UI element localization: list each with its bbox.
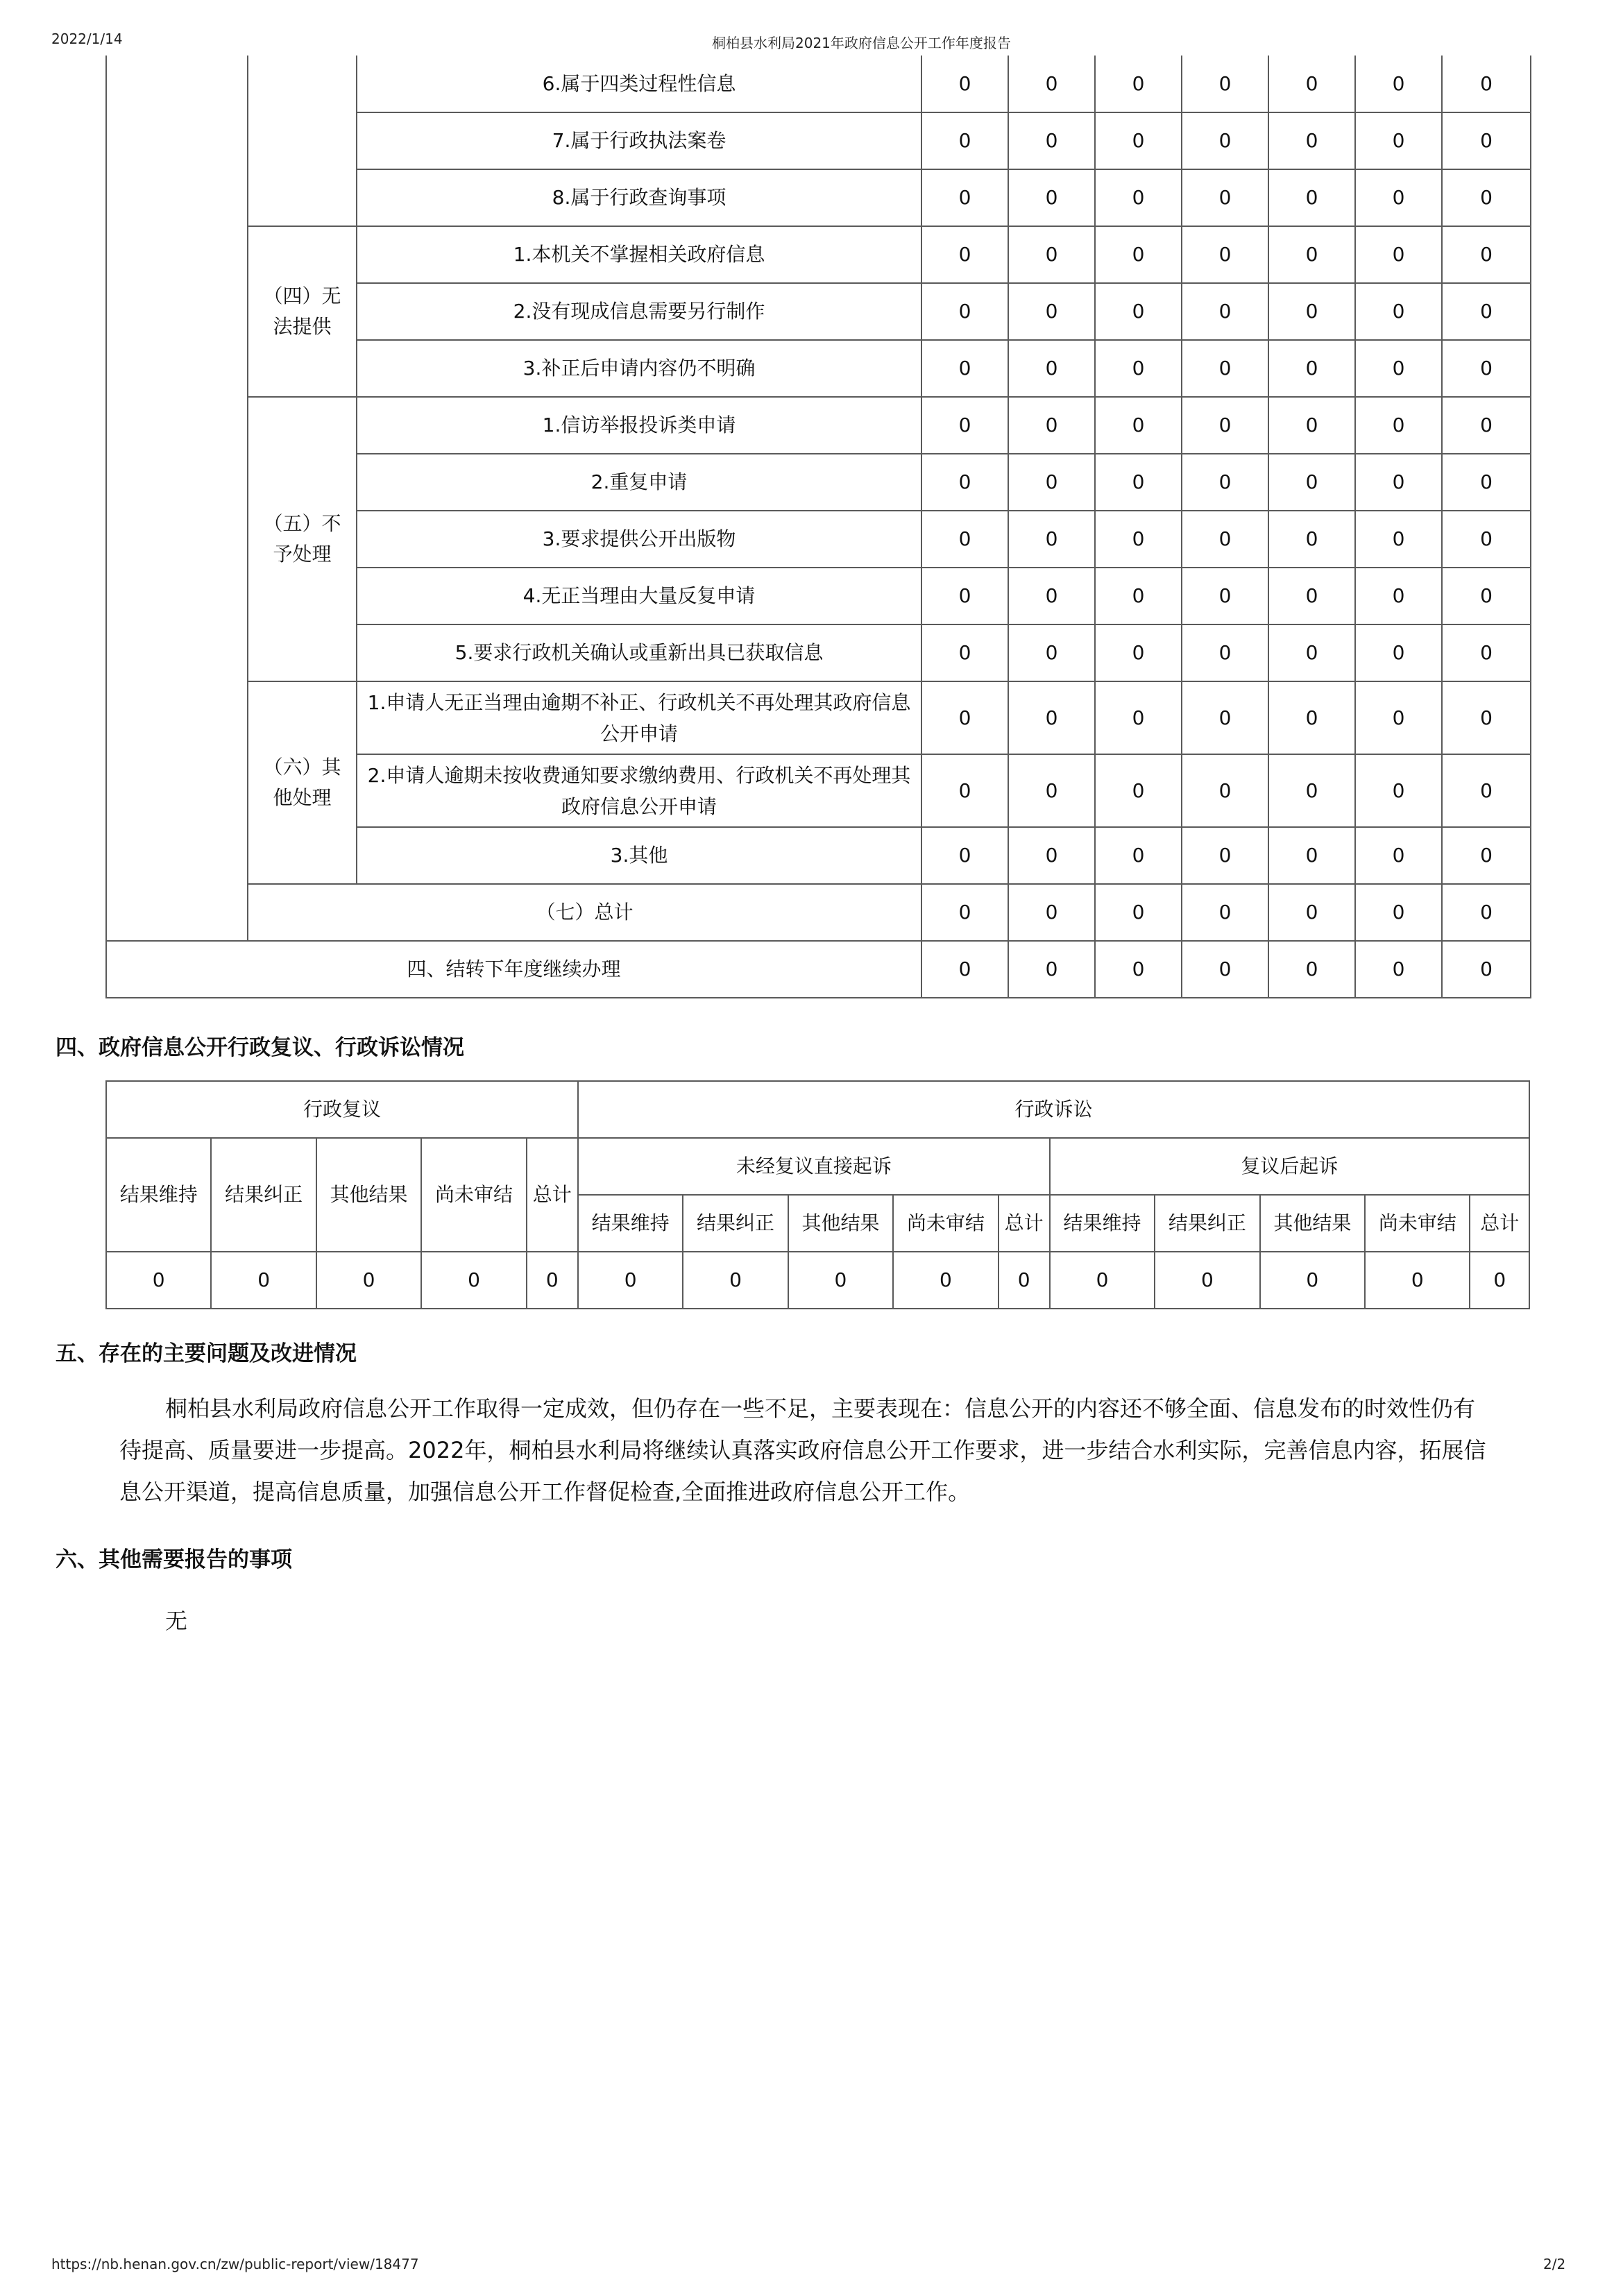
value-cell: 0 [921,568,1008,624]
value-cell: 0 [1268,884,1355,941]
value-cell: 0 [1095,169,1182,226]
value-cell: 0 [1442,827,1531,884]
header-admin-litigation: 行政诉讼 [578,1081,1529,1138]
value-cell: 0 [1182,226,1268,283]
item-label: 1.申请人无正当理由逾期不补正、行政机关不再处理其政府信息公开申请 [357,681,921,754]
value-cell: 0 [1182,56,1268,112]
value-cell: 0 [1442,454,1531,511]
value-cell: 0 [1095,397,1182,454]
value-cell: 0 [921,754,1008,827]
value-cell: 0 [1008,624,1095,681]
value-cell: 0 [1182,340,1268,397]
value-cell: 0 [1442,226,1531,283]
value-cell: 0 [1442,112,1531,169]
col-header-after-review: 其他结果 [1260,1195,1365,1252]
group-label: （四）无法提供 [248,226,357,397]
value-cell: 0 [1442,681,1531,754]
value-cell: 0 [921,624,1008,681]
value-cell: 0 [1442,941,1531,998]
value-cell: 0 [1442,169,1531,226]
value-cell: 0 [1182,941,1268,998]
section-5-line-1: 桐柏县水利局政府信息公开工作取得一定成效，但仍存在一些不足，主要表现在：信息公开的内容还不够全面、信息发布的时效性仍有 [165,1395,1476,1422]
value-cell: 0 [1355,112,1442,169]
review-litigation-table [105,1080,1530,1309]
value-cell: 0 [1442,283,1531,340]
value-cell: 0 [316,1252,421,1309]
header-admin-review: 行政复议 [106,1081,578,1138]
carry-over-row [106,941,1531,998]
col-header-review: 尚未审结 [421,1138,526,1252]
header-after-review-litigation: 复议后起诉 [1050,1138,1529,1195]
col-header-direct: 结果维持 [578,1195,683,1252]
value-cell: 0 [1355,884,1442,941]
item-label: 2.重复申请 [357,454,921,511]
value-cell: 0 [1008,884,1095,941]
value-cell: 0 [1268,226,1355,283]
value-cell: 0 [1008,827,1095,884]
value-cell: 0 [578,1252,683,1309]
value-cell: 0 [527,1252,578,1309]
value-cell: 0 [921,941,1008,998]
value-cell: 0 [1470,1252,1529,1309]
item-label: 4.无正当理由大量反复申请 [357,568,921,624]
value-cell: 0 [1155,1252,1259,1309]
page-url: https://nb.henan.gov.cn/zw/public-report/view/18477 [51,2256,419,2272]
value-cell: 0 [921,340,1008,397]
value-cell: 0 [1268,454,1355,511]
value-cell: 0 [1095,941,1182,998]
value-cell: 0 [1355,681,1442,754]
item-label: 5.要求行政机关确认或重新出具已获取信息 [357,624,921,681]
page-number: 2/2 [1543,2256,1566,2272]
col-header-after-review: 总计 [1470,1195,1529,1252]
value-cell: 0 [1008,112,1095,169]
value-cell: 0 [1182,884,1268,941]
value-cell: 0 [1095,56,1182,112]
group-label [248,56,357,226]
value-cell: 0 [1008,226,1095,283]
item-label: 2.没有现成信息需要另行制作 [357,283,921,340]
value-cell: 0 [1268,624,1355,681]
value-cell: 0 [683,1252,788,1309]
group-label: （五）不予处理 [248,397,357,681]
value-cell: 0 [921,226,1008,283]
section-5-title: 五、存在的主要问题及改进情况 [56,1341,357,1366]
value-cell: 0 [921,397,1008,454]
value-cell: 0 [1268,340,1355,397]
col-header-after-review: 结果纠正 [1155,1195,1259,1252]
col-header-direct: 尚未审结 [893,1195,998,1252]
value-cell: 0 [1355,511,1442,568]
value-cell: 0 [1095,454,1182,511]
value-cell: 0 [1095,624,1182,681]
value-cell: 0 [921,884,1008,941]
print-title: 桐柏县水利局2021年政府信息公开工作年度报告 [712,35,1011,51]
value-cell: 0 [921,681,1008,754]
item-label: 2.申请人逾期未按收费通知要求缴纳费用、行政机关不再处理其政府信息公开申请 [357,754,921,827]
value-cell: 0 [1182,283,1268,340]
carry-over-label: 四、结转下年度继续办理 [106,941,921,998]
group-label: （六）其他处理 [248,681,357,884]
value-cell: 0 [211,1252,316,1309]
value-cell: 0 [921,112,1008,169]
value-cell: 0 [421,1252,526,1309]
value-cell: 0 [1008,754,1095,827]
section-6-content: 无 [165,1608,188,1634]
value-cell: 0 [1095,884,1182,941]
value-cell: 0 [921,454,1008,511]
value-cell: 0 [1008,397,1095,454]
col-header-direct: 结果纠正 [683,1195,788,1252]
value-cell: 0 [1355,624,1442,681]
value-cell: 0 [1268,941,1355,998]
value-cell: 0 [1095,112,1182,169]
item-label: 3.其他 [357,827,921,884]
value-cell: 0 [1095,754,1182,827]
value-cell: 0 [1355,754,1442,827]
value-cell: 0 [1355,226,1442,283]
print-date: 2022/1/14 [51,31,123,47]
value-cell: 0 [1182,454,1268,511]
value-cell: 0 [1008,568,1095,624]
value-cell: 0 [1050,1252,1155,1309]
col-header-review: 结果纠正 [211,1138,316,1252]
value-cell: 0 [1268,283,1355,340]
value-cell: 0 [1355,56,1442,112]
value-cell: 0 [1008,454,1095,511]
col-header-direct: 其他结果 [788,1195,893,1252]
value-cell: 0 [1355,169,1442,226]
value-cell: 0 [1268,112,1355,169]
value-cell: 0 [1182,511,1268,568]
value-cell: 0 [1442,511,1531,568]
value-cell: 0 [1268,681,1355,754]
value-cell: 0 [1268,754,1355,827]
value-cell: 0 [1268,568,1355,624]
col-header-after-review: 尚未审结 [1365,1195,1470,1252]
section-6-title: 六、其他需要报告的事项 [56,1547,292,1572]
value-cell: 0 [1442,397,1531,454]
item-label: 1.信访举报投诉类申请 [357,397,921,454]
value-cell: 0 [1355,827,1442,884]
value-cell: 0 [788,1252,893,1309]
value-cell: 0 [1268,56,1355,112]
value-cell: 0 [1182,112,1268,169]
value-cell: 0 [921,169,1008,226]
value-cell: 0 [1268,169,1355,226]
item-label: 3.补正后申请内容仍不明确 [357,340,921,397]
value-cell: 0 [1442,624,1531,681]
outer-category-cell [106,56,248,941]
value-cell: 0 [1355,397,1442,454]
value-cell: 0 [1095,340,1182,397]
value-cell: 0 [1268,511,1355,568]
value-cell: 0 [1008,56,1095,112]
value-cell: 0 [1182,397,1268,454]
value-cell: 0 [1355,283,1442,340]
value-cell: 0 [1442,754,1531,827]
value-cell: 0 [1095,511,1182,568]
value-cell: 0 [1355,568,1442,624]
value-cell: 0 [1095,226,1182,283]
value-cell: 0 [1008,511,1095,568]
value-cell: 0 [1182,169,1268,226]
value-cell: 0 [1442,568,1531,624]
item-label: 1.本机关不掌握相关政府信息 [357,226,921,283]
table-row [106,226,1531,283]
section-5-line-2: 待提高、质量要进一步提高。2022年，桐柏县水利局将继续认真落实政府信息公开工作要求，进一步结合水利实际，完善信息内容，拓展信 [119,1437,1486,1463]
value-cell: 0 [1182,681,1268,754]
item-label: 8.属于行政查询事项 [357,169,921,226]
value-cell: 0 [921,56,1008,112]
value-cell: 0 [1268,827,1355,884]
total-label: （七）总计 [248,884,921,941]
value-cell: 0 [1182,754,1268,827]
item-label: 7.属于行政执法案卷 [357,112,921,169]
table-row [106,56,1531,112]
value-cell: 0 [1095,568,1182,624]
value-cell: 0 [1442,340,1531,397]
value-cell: 0 [921,511,1008,568]
col-header-direct: 总计 [999,1195,1050,1252]
value-cell: 0 [999,1252,1050,1309]
value-cell: 0 [1008,283,1095,340]
value-cell: 0 [1008,941,1095,998]
disclosure-statistics-table [105,56,1531,998]
value-cell: 0 [1442,56,1531,112]
value-cell: 0 [1008,340,1095,397]
value-cell: 0 [893,1252,998,1309]
value-cell: 0 [1182,568,1268,624]
item-label: 3.要求提供公开出版物 [357,511,921,568]
value-cell: 0 [921,827,1008,884]
value-cell: 0 [1355,941,1442,998]
value-cell: 0 [1442,884,1531,941]
value-cell: 0 [1095,681,1182,754]
value-cell: 0 [1182,827,1268,884]
table-row [106,681,1531,754]
value-cell: 0 [921,283,1008,340]
table-row [106,397,1531,454]
section-5-line-3: 息公开渠道，提高信息质量，加强信息公开工作督促检查,全面推进政府信息公开工作。 [119,1479,971,1505]
col-header-after-review: 结果维持 [1050,1195,1155,1252]
value-cell: 0 [1008,681,1095,754]
value-cell: 0 [1008,169,1095,226]
value-cell: 0 [1355,454,1442,511]
value-cell: 0 [1268,397,1355,454]
value-cell: 0 [1182,624,1268,681]
col-header-review: 其他结果 [316,1138,421,1252]
total-row [106,884,1531,941]
header-direct-litigation: 未经复议直接起诉 [578,1138,1050,1195]
section-4-title: 四、政府信息公开行政复议、行政诉讼情况 [56,1035,464,1060]
value-cell: 0 [106,1252,211,1309]
value-cell: 0 [1365,1252,1470,1309]
col-header-review: 结果维持 [106,1138,211,1252]
value-cell: 0 [1355,340,1442,397]
value-cell: 0 [1260,1252,1365,1309]
item-label: 6.属于四类过程性信息 [357,56,921,112]
value-cell: 0 [1095,283,1182,340]
col-header-review: 总计 [527,1138,578,1252]
value-cell: 0 [1095,827,1182,884]
